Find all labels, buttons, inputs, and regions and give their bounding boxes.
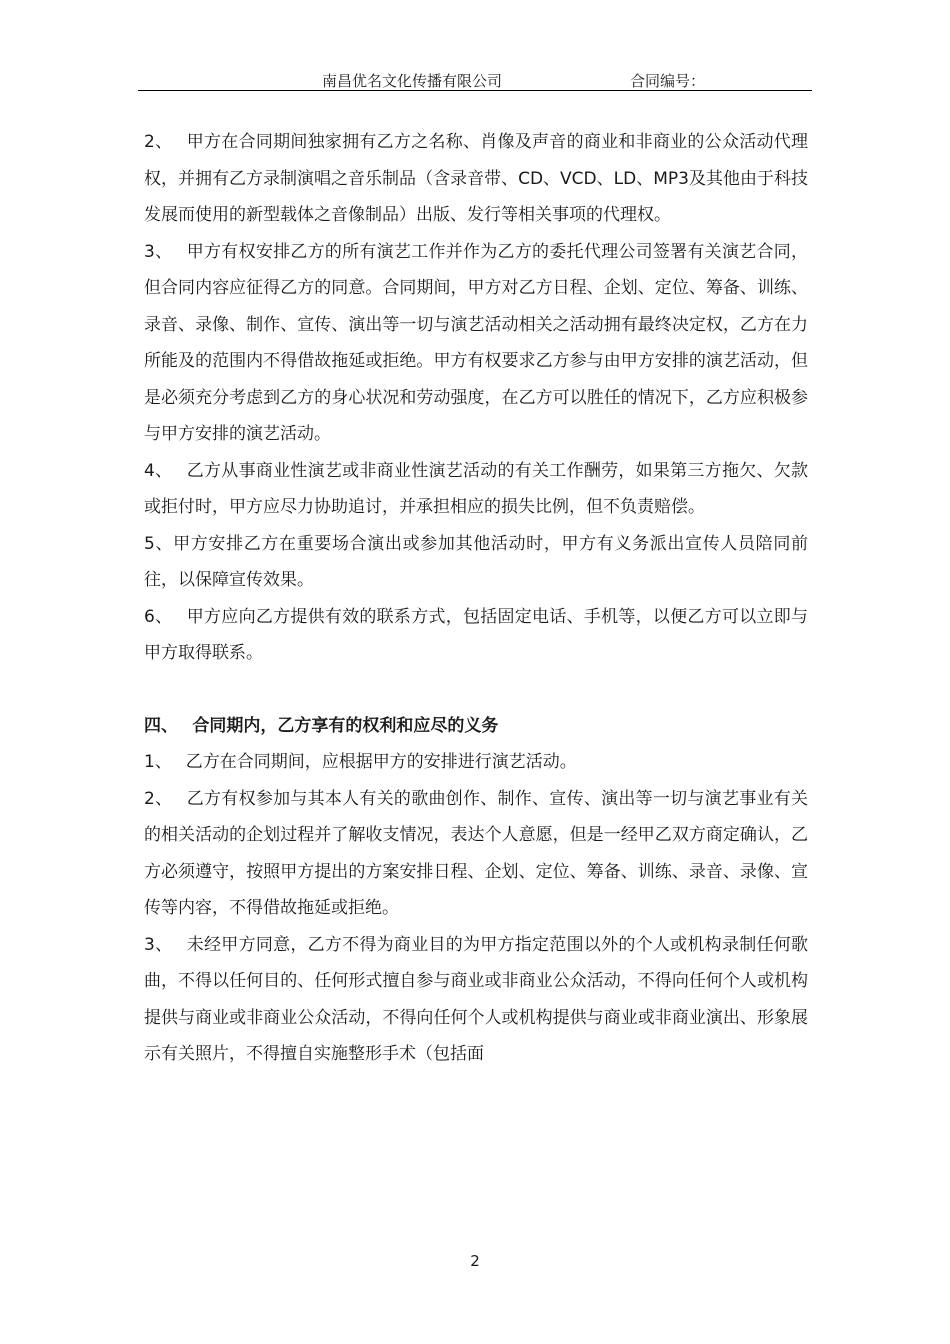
clause-paragraph: 3、 未经甲方同意，乙方不得为商业目的为甲方指定范围以外的个人或机构录制任何歌曲，不得以任何目的、任何形式擅自参与商业或非商业公众活动，不得向任何个人或机构提供与商业或非商业公众活动，不得向任何个人或机构提供与商业或非商业演出、形象展示有关照片，不得擅自实施整形手术（包括面 xyxy=(144,934,808,1064)
section-heading: 四、 合同期内，乙方享有的权利和应尽的义务 xyxy=(144,715,499,736)
clause-paragraph: 2、 甲方在合同期间独家拥有乙方之名称、肖像及声音的商业和非商业的公众活动代理权，并拥有乙方录制演唱之音乐制品（含录音带、CD、VCD、LD、MP3及其他由于科技发展而使用的新型载体之音像制品）出版、发行等相关事项的代理权。 xyxy=(144,132,808,225)
clause-paragraph: 5、甲方安排乙方在重要场合演出或参加其他活动时，甲方有义务派出宣传人员陪同前往，以保障宣传效果。 xyxy=(144,533,808,590)
clause-paragraph: 4、 乙方从事商业性演艺或非商业性演艺活动的有关工作酬劳，如果第三方拖欠、欠款或拒付时，甲方应尽力协助追讨，并承担相应的损失比例，但不负责赔偿。 xyxy=(144,460,808,517)
clause-paragraph: 6、 甲方应向乙方提供有效的联系方式，包括固定电话、手机等，以便乙方可以立即与甲方取得联系。 xyxy=(144,606,808,663)
clause-paragraph: 3、 甲方有权安排乙方的所有演艺工作并作为乙方的委托代理公司签署有关演艺合同，但合同内容应征得乙方的同意。合同期间，甲方对乙方日程、企划、定位、筹备、训练、录音、录像、制作、宣传、演出等一切与演艺活动相关之活动拥有最终决定权，乙方在力所能及的范围内不得借故拖延或拒绝。甲方有权要求乙方参与由甲方安排的演艺活动，但是必须充分考虑到乙方的身心状况和劳动强度，在乙方可以胜任的情况下，乙方应积极参与甲方安排的演艺活动。 xyxy=(144,241,808,444)
page-number: 2 xyxy=(470,1252,480,1270)
clause-paragraph: 1、 乙方在合同期间，应根据甲方的安排进行演艺活动。 xyxy=(144,752,577,772)
page-header xyxy=(140,70,812,90)
header-divider xyxy=(138,90,812,91)
document-body xyxy=(144,124,808,1073)
clause-paragraph: 2、 乙方有权参加与其本人有关的歌曲创作、制作、宣传、演出等一切与演艺事业有关的相关活动的企划过程并了解收支情况，表达个人意愿，但是一经甲乙双方商定确认，乙方必须遵守，按照甲方提出的方案安排日程、企划、定位、筹备、训练、录音、录像、宣传等内容，不得借故拖延或拒绝。 xyxy=(144,788,808,918)
company-name: 南昌优名文化传播有限公司 xyxy=(322,72,503,90)
contract-number-label: 合同编号： xyxy=(630,72,706,90)
section-spacer xyxy=(144,672,808,708)
